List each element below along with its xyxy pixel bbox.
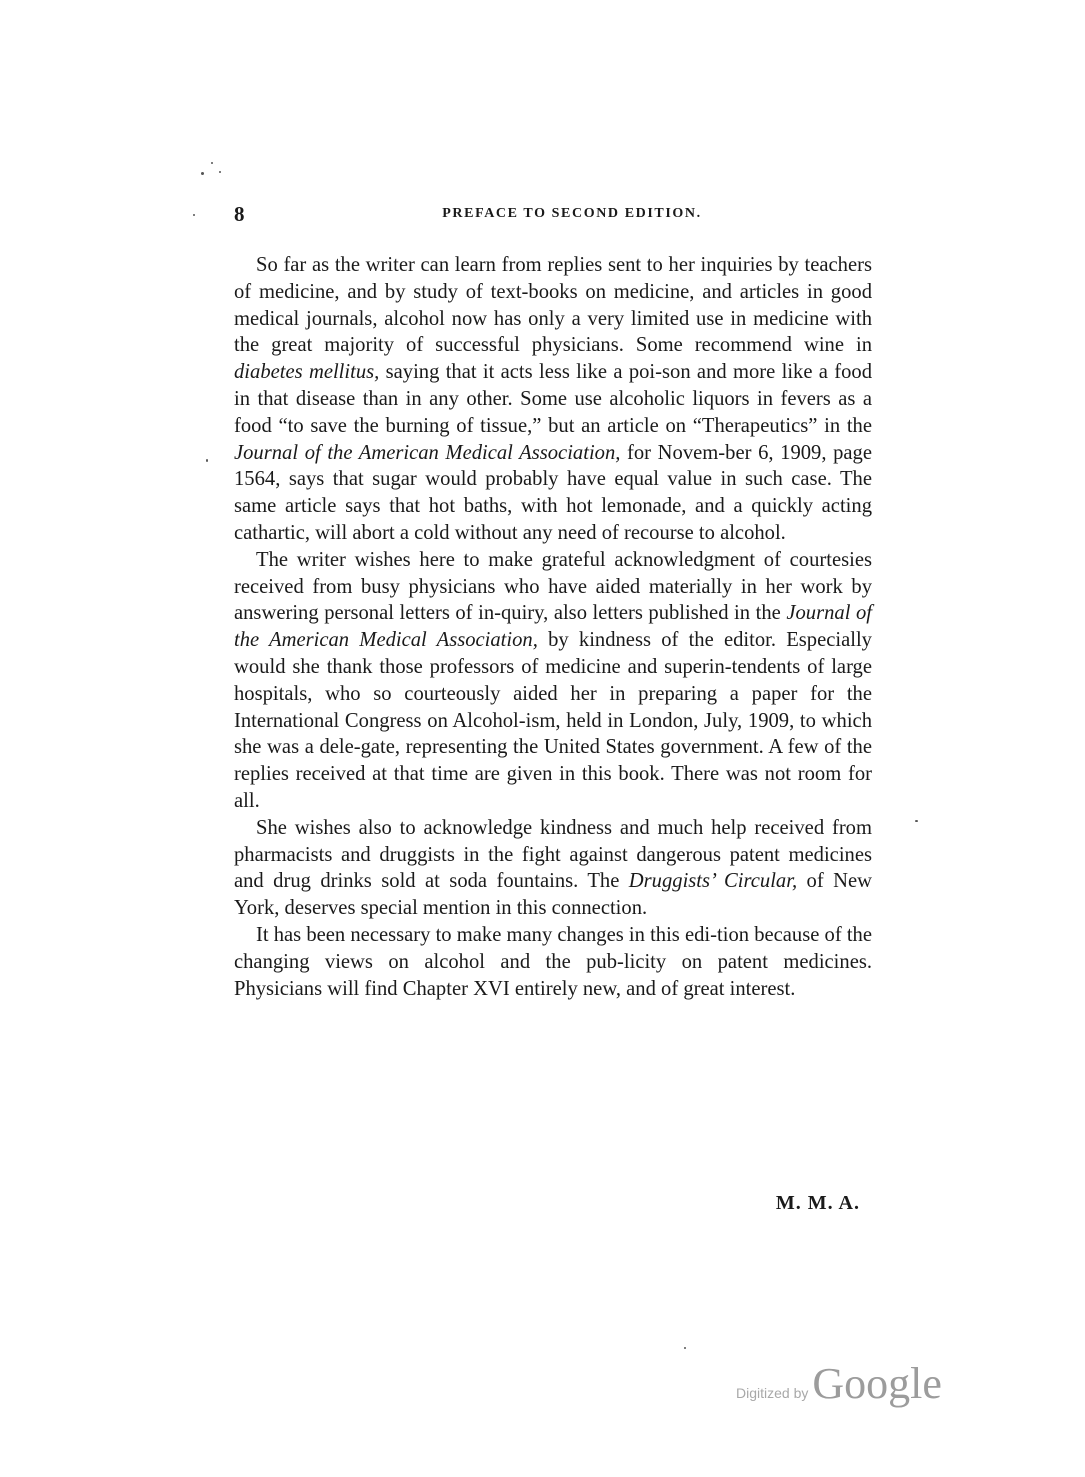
scan-speck [201,172,204,175]
italic-text: Journal of the American Medical Association, [234,441,621,464]
scan-speck [219,171,221,173]
scan-speck [211,162,213,164]
text-run: She wishes also to acknowledge kindness and much help received from pharmacists and druggists in the fight against dangerous patent medicines and drug drinks sold at soda fountains. The [234,816,872,893]
italic-text: diabetes mellitus, [234,361,380,384]
running-head: PREFACE TO SECOND EDITION. [442,206,702,221]
body-text [234,252,872,1002]
page-number: 8 [234,202,245,226]
text-run: for Novem-ber 6, 1909, page 1564, says that sugar would probably have equal value in such case. The same article says that hot baths, with hot lemonade, and a quickly acting cathartic, will abort a cold without any need of recourse to alcohol. [234,441,872,544]
italic-text: Druggists’ Circular, [628,870,798,893]
text-run: by kindness of the editor. Especially would she thank those professors of medicine and superin-tendents of large hospitals, who so courteously aided her in preparing a paper for the International Congress on Alcohol-ism, held in London, July, 1909, to which she was a dele-gate, representing the United States government. A few of the replies received at that time are given in this book. There was not room for all. [234,629,872,812]
paragraph [234,252,872,547]
text-run: It has been necessary to make many changes in this edi-tion because of the changing views on alcohol and the pub-licity on patent medicines. Physicians will find Chapter XVI entirely new, and of great interest. [234,923,872,1000]
text-run: saying that it acts less like a poi-son and more like a food in that disease than in any other. Some use alcoholic liquors in fevers as a food “to save the burning of tissue,” but an article on “Therapeutics” in the [234,361,872,437]
italic-text: Journal of the American Medical Association, [234,602,872,652]
scan-speck [915,820,918,822]
digitized-watermark [736,1358,942,1408]
paragraph [234,815,872,922]
text-run: So far as the writer can learn from replies sent to her inquiries by teachers of medicine, and by study of text-books on medicine, and articles in good medical journals, alcohol now has only a very limited use in medicine with the great majority of successful physicians. Some recommend wine in [234,254,872,357]
scan-speck [206,459,208,462]
google-logo: Google [812,1359,942,1408]
paragraph [234,547,872,815]
paragraph [234,922,872,1002]
page-header [232,202,872,228]
scan-speck [684,1347,686,1349]
scan-speck [193,214,195,216]
text-run: The writer wishes here to make grateful acknowledgment of courtesies received from busy physicians who have aided materially in her work by answering personal letters of in-quiry, also letters published in the [234,548,872,625]
text-run: of New York, deserves special mention in this connection. [234,870,872,920]
watermark-prefix: Digitized by [736,1385,809,1401]
author-initials: M. M. A. [775,1192,860,1214]
